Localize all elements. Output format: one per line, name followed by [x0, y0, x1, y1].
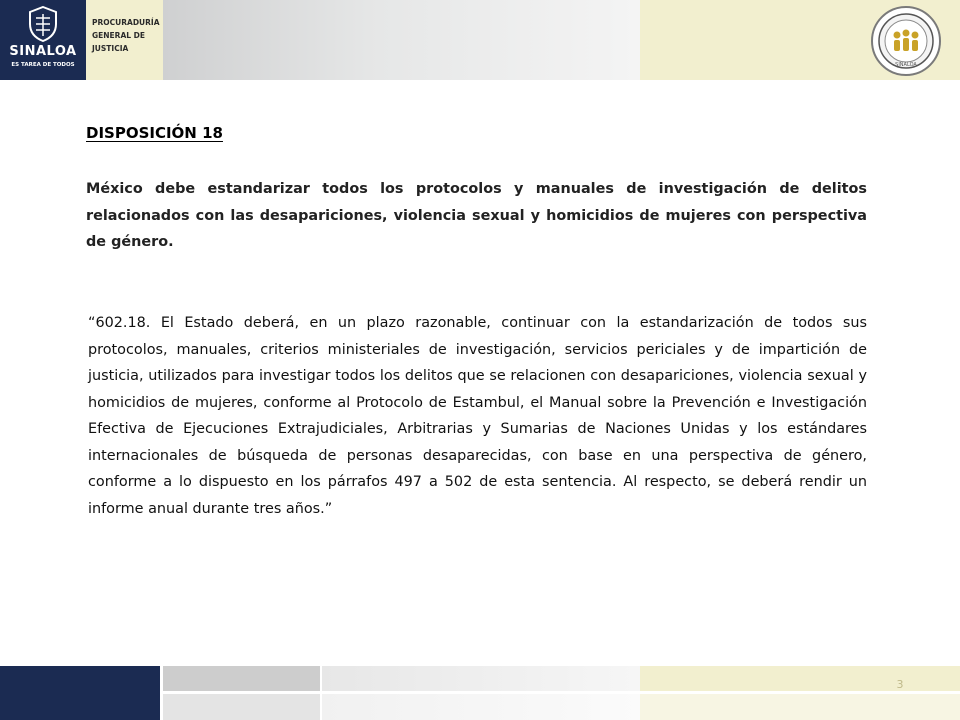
agency-line-3: JUSTICIA: [92, 44, 129, 53]
seal-text: SINALOA: [895, 62, 917, 68]
agency-line-1: PROCURADURÍA: [92, 18, 160, 27]
footer-navy-panel: [0, 666, 160, 720]
page-number: 3: [896, 678, 904, 691]
footer-cream-band-bottom: [640, 694, 960, 720]
state-emblem-icon: [26, 6, 60, 42]
footer-light-band-bottom: [322, 694, 640, 720]
state-name: SINALOA: [9, 44, 77, 59]
footer-gray-block-top: [163, 666, 320, 691]
footer-light-band-top: [322, 666, 640, 691]
agency-line-2: GENERAL DE: [92, 31, 145, 40]
state-motto: ES TAREA DE TODOS: [11, 62, 75, 68]
quote-text: “602.18. El Estado deberá, en un plazo razonable, continuar con la estandarización de todos sus protocolos, manuales, criterios ministeriales de investigación, servicios periciales y de impartición de justicia, utilizados para investigar todos los delitos que se relacionen con desapariciones, violencia sexual y homicidios de mujeres, conforme al Protocolo de Estambul, el Manual sobre la Prevención e Investigación Efectiva de Ejecuciones Extrajudiciales, Arbitrarias y Sumarias de Naciones Unidas y los estándares internacionales de búsqueda de personas desaparecidas, con base en una perspectiva de género, conforme a lo dispuesto en los párrafos 497 a 502 de esta sentencia. Al respecto, se deberá rendir un informe anual durante tres años.”: [88, 315, 867, 517]
disposition-text: México debe estandarizar todos los protocolos y manuales de investigación de delitos relacionados con las desapariciones, violencia sexual y homicidios de mujeres con perspectiva de género.: [86, 181, 867, 250]
header-gradient-band: [163, 0, 640, 80]
agency-seal-icon: [870, 5, 942, 77]
disposition-title: DISPOSICIÓN 18: [86, 124, 223, 142]
footer-gray-block-bottom: [163, 694, 320, 720]
